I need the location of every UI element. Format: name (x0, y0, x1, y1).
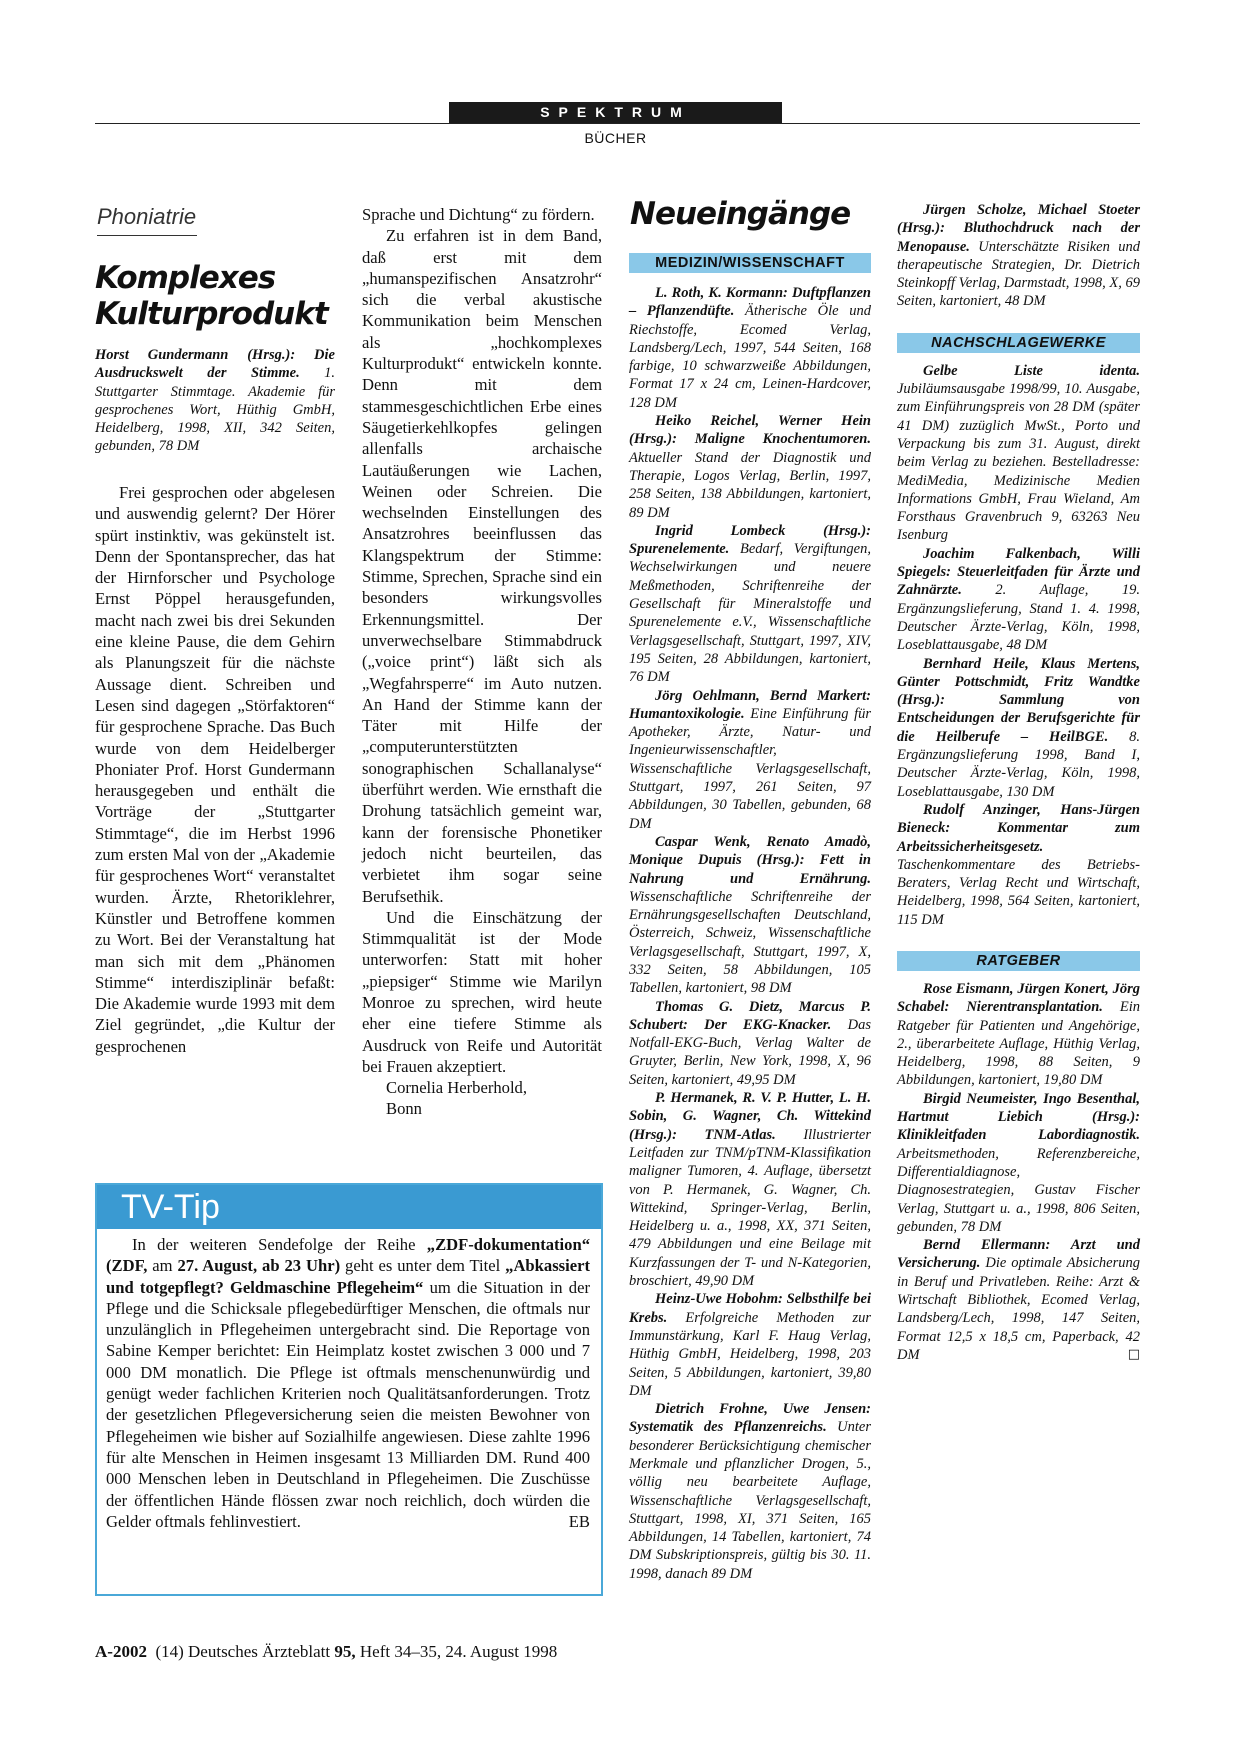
entry-details: Wissenschaftliche Schriftenreihe der Ernährungsgesellschaften Deutschland, Österreich, Schweiz, Wissenschaftliche Verlagsgesellschaft, Stuttgart, 1997, X, 332 Seiten, 58 Abbildungen, 105 Tabellen, kartoniert, 98 DM (629, 888, 871, 997)
tv-tip-title: TV-Tip (97, 1185, 601, 1229)
list-item (629, 1400, 871, 1583)
book-details: 1. Stuttgarter Stimmtage. Akademie für gesprochenes Wort, Hüthig GmbH, Heidelberg, 1998, XII, 342 Seiten, gebunden, 78 DM (95, 365, 335, 455)
book-author-title: Horst Gundermann (Hrsg.): Die Ausdruckswelt der Stimme. (95, 347, 335, 382)
entry-details: Die optimale Absicherung in Beruf und Privatleben. Reihe: Arzt & Wirtschaft Bibliothek, Ecomed Verlag, Landsberg/Lech, 1998, 147 Seiten, Format 12,5 x 18,5 cm, Paperback, 42 DM (897, 1255, 1140, 1363)
entry-details: Taschenkommentare des Betriebs-Beraters, Verlag Recht und Wirtschaft, Heidelberg, 1998, 564 Seiten, kartoniert, 115 DM (897, 856, 1140, 928)
article-column-1 (95, 482, 335, 1057)
article-paragraph: Frei gesprochen oder abgelesen und auswendig gelernt? Der Hörer spürt instinktiv, was gekünstelt ist. Denn der Spontansprecher, das hat der Hirnforscher und Psychologe Ernst Pöppel herausgefunden, macht nach zwei bis drei Sekunden eine kleine Pause, die dem Gehirn als Planungszeit für die nächste Aussage dient. Schreiben und Lesen sind dagegen „Störfaktoren“ für gesprochene Sprache. Das Buch wurde von dem Heidelberger Phoniater Prof. Horst Gundermann herausgegeben und enthält die Vorträge der „Stuttgarter Stimmtage“, die im Herbst 1996 zum ersten Mal von der „Akademie für gesprochenes Wort“ veranstaltet wurden. Ärzte, Rhetoriklehrer, Künstler und Betroffene kommen zu Wort. Bei der Veranstaltung hat man sich mit dem „Phänomen Stimme“ interdisziplinär befaßt: Die Akademie wurde 1993 mit dem Ziel gegründet, „die Kultur der gesprochenen (95, 483, 335, 1056)
article-paragraph: Sprache und Dichtung“ zu fördern. (362, 205, 595, 224)
article-paragraph: Zu erfahren ist in dem Band, daß erst mit dem „humanspezifischen Ansatzrohr“ sich die verbal akustische Kommunikation beim Menschen als „hochkomplexes Kulturprodukt“ entwickeln konnte. Denn mit dem stammesgeschichtlichen Erbe eines Säugetierkehlkopfes gelingen allenfalls archaische Lautäußerungen wie Lachen, Weinen oder Schreien. Die wechselnden Einstellungen des Ansatzrohres beeinflussen das Klangspektrum der Stimme: Stimme, Sprechen, Sprache sind ein besonders wirkungsvolles Erkennungsmittel. Der unverwechselbare Stimmabdruck („voice print“) läßt sich als „Wegfahrsperre“ im Auto nutzen. An Hand der Stimme kann der Täter mit Hilfe der „computerunterstützten sonographischen Schallanalyse“ überführt werden. Wie ernsthaft die Drohung tatsächlich gemeint war, kann der forensische Phonetiker jedoch nicht beurteilen, das verbietet ihm sogar seine Berufsethik. (362, 226, 602, 906)
header-rule (95, 123, 1140, 124)
entry-author-title: Heinz-Uwe Hobohm: Selbsthilfe bei Krebs. (629, 1291, 871, 1326)
entry-details: Eine Einführung für Apotheker, Ärzte, Natur- und Ingenieurwissenschaftler, Wissenschaftliche Verlagsgesellschaft, Stuttgart, 1997, 261 Seiten, 97 Abbildungen, 30 Tabellen, gebunden, 68 DM (629, 705, 871, 832)
entry-details: Unter besonderer Berücksichtigung chemischer Merkmale und pflanzlicher Drogen, 5., völlig neu bearbeitete Auflage, Wissenschaftliche Verlagsgesellschaft, Stuttgart, 1998, XI, 371 Seiten, 165 Abbildungen, 14 Tabellen, kartoniert, 74 DM Subskriptionspreis, gültig bis 30. 11. 1998, danach 89 DM (629, 1419, 871, 1582)
list-item (629, 1089, 871, 1290)
tv-tip-signature: EB (568, 1511, 590, 1531)
entry-author-title: Gelbe Liste identa. (923, 362, 1140, 379)
entry-author-title: Bernd Ellermann: Arzt und Versicherung. (897, 1237, 1140, 1272)
list-item (897, 980, 1140, 1090)
entry-details: Bedarf, Vergiftungen, Wechselwirkungen und neuere Meßmethoden, Schriftenreihe der Gesellschaft für Mineralstoffe und Spurenelemente e.V., Wissenschaftliche Verlagsgesellschaft, Stuttgart, 1997, XIV, 195 Seiten, 28 Abbildungen, kartoniert, 76 DM (629, 541, 871, 686)
section-header: SPEKTRUM (449, 102, 782, 123)
entry-author-title: Birgid Neumeister, Ingo Besenthal, Hartmut Liebich (Hrsg.): Klinikleitfaden Labordiagnostik. (897, 1090, 1140, 1144)
list-item (629, 687, 871, 833)
section-bar-nachschlagewerke: NACHSCHLAGEWERKE (897, 333, 1140, 353)
tv-tip-bold: „Abkassiert und totgepflegt? Geldmaschine Pflegeheim“ (106, 1256, 590, 1297)
entry-details: 8. Ergänzungslieferung 1998, Band I, Deutscher Ärzte-Verlag, Köln, 1998, Loseblattausgabe, 130 DM (897, 728, 1141, 800)
article-author-city: Bonn (386, 1099, 422, 1119)
new-arrivals-column-1 (629, 284, 871, 1583)
entry-author-title: Ingrid Lombeck (Hrsg.): Spurenelemente. (629, 522, 871, 558)
entry-author-title: Rudolf Anzinger, Hans-Jürgen Bieneck: Kommentar zum Arbeitssicherheitsgesetz. (897, 801, 1140, 855)
entry-details: 2. Auflage, 19. Ergänzungslieferung, Stand 1. 4. 1998, Deutscher Ärzte-Verlag, Köln, 1998, Loseblattausgabe, 48 DM (897, 582, 1140, 654)
end-mark-icon: □ (1127, 1346, 1140, 1362)
list-item (897, 545, 1140, 655)
article-headline: Komplexes Kulturprodukt (95, 260, 328, 332)
footer-text: (14) Deutsches Ärzteblatt (155, 1642, 335, 1661)
list-item (897, 655, 1140, 801)
entry-details: Erfolgreiche Methoden zur Immunstärkung, Karl F. Haug Verlag, Hüthig GmbH, Heidelberg, 1998, 203 Seiten, 5 Abbildungen, kartoniert, 39,80 DM (629, 1309, 871, 1399)
tv-tip-bold: 27. August, ab 23 Uhr) (177, 1256, 341, 1276)
footer-volume: 95, (334, 1642, 356, 1661)
article-paragraph: Und die Einschätzung der Stimmqualität ist der Mode unterworfen: Statt mit hoher „piepsiger“ Stimme wie Marilyn Monroe zu sprechen, wird heute eher eine tiefere Stimme als Ausdruck von Reife und Autorität bei Frauen akzeptiert. (362, 907, 602, 1076)
list-item (897, 1090, 1140, 1236)
entry-author-title: Dietrich Frohne, Uwe Jensen: Systematik des Pflanzenreichs. (629, 1401, 871, 1436)
entry-author-title: Rose Eismann, Jürgen Konert, Jörg Schabel: Nierentransplantation. (897, 980, 1140, 1016)
list-item (897, 1236, 1140, 1364)
list-item (629, 412, 871, 522)
entry-author-title: Thomas G. Dietz, Marcus P. Schubert: Der EKG-Knacker. (629, 998, 871, 1033)
entry-details: Ein Ratgeber für Patienten und Angehörige, 2., überarbeitete Auflage, Hüthig Verlag, Heidelberg, 1998, 88 Seiten, 9 Abbildungen, kartoniert, 19,80 DM (897, 999, 1141, 1089)
entry-author-title: Bernhard Heile, Klaus Mertens, Günter Pottschmidt, Fritz Wandtke (Hrsg.): Sammlung von Entscheidungen der Berufsgerichte für die Heilberufe – HeilBGE. (897, 655, 1140, 745)
entry-details: Illustrierter Leitfaden zur TNM/pTNM-Klassifikation maligner Tumoren, 4. Auflage, übersetzt von P. Hermanek, G. Wagner, Ch. Wittekind, Springer-Verlag, Berlin, Heidelberg u. a., 1998, XX, 371 Seiten, 479 Abbildungen und eine Beilage mit Kurzfassungen der T- und N-Kategorien, broschiert, 49,90 DM (629, 1126, 871, 1290)
list-item (897, 801, 1140, 929)
entry-author-title: Heiko Reichel, Werner Hein (Hrsg.): Maligne Knochentumoren. (629, 413, 871, 448)
entry-details: Unterschätzte Risiken und therapeutische Strategien, Dr. Dietrich Steinkopff Verlag, Darmstadt, 1998, X, 69 Seiten, kartoniert, 48 DM (897, 238, 1140, 310)
entry-details: Arbeitsmethoden, Referenzbereiche, Differentialdiagnose, Diagnosestrategien, Gustav Fischer Verlag, Stuttgart u. a., 1998, 806 Seiten, gebunden, 78 DM (897, 1145, 1140, 1235)
entry-author-title: L. Roth, K. Kormann: Duftpflanzen – Pflanzendüfte. (629, 285, 871, 320)
section-bar-medizin: MEDIZIN/WISSENSCHAFT (629, 253, 871, 273)
list-item (897, 362, 1140, 545)
footer-issue: Heft 34–35, 24. August 1998 (355, 1642, 558, 1661)
subsection-label: BÜCHER (584, 130, 647, 146)
entry-author-title: Jörg Oehlmann, Bernd Markert: Humantoxikologie. (629, 687, 871, 722)
tv-tip-text-part: am (147, 1256, 178, 1276)
entry-details: Das Notfall-EKG-Buch, Verlag Walter de Gruyter, Berlin, New York, 1998, X, 96 Seiten, kartoniert, 49,95 DM (629, 1016, 871, 1088)
tv-tip-text-part: In der weiteren Sendefolge der Reihe (132, 1235, 427, 1254)
page-number: A-2002 (95, 1642, 147, 1661)
tv-tip-text-part: geht es unter dem Titel (340, 1256, 506, 1276)
list-item (629, 998, 871, 1089)
entry-author-title: Caspar Wenk, Renato Amadò, Monique Dupuis (Hrsg.): Fett in Nahrung und Ernährung. (629, 833, 871, 887)
article-column-2 (362, 204, 602, 1120)
list-item (897, 201, 1140, 311)
tv-tip-text-part: um die Situation in der Pflege und die Schicksale pflegebedürftiger Menschen, die oftmals nur unzulänglich in Pflegeheimen untergebracht sind. Die Reportage von Sabine Kemper berichtet: Ein Heimplatz kostet zwischen 3 000 und 7 000 DM monatlich. Die Pflege ist oftmals menschenunwürdig und genügt weder fachlichen Kriterien noch Qualitätsanforderungen. Trotz der gesetzlichen Pflegeversicherung seien die meisten Bewohner von Pflegeheimen wie bisher auf Sozialhilfe angewiesen. Diese zahlte 1996 für alte Menschen in Heimen insgesamt 13 Milliarden DM. Rund 400 000 Menschen leben in Deutschland in Pflegeheimen. Die Zuschüsse der öffentlichen Hände flössen zwar noch reichlich, doch würden die Gelder oftmals fehlinvestiert. (106, 1277, 590, 1531)
entry-details: Ätherische Öle und Riechstoffe, Ecomed Verlag, Landsberg/Lech, 1997, 544 Seiten, 168 farbige, 10 schwarzweiße Abbildungen, Format 17 x 24 cm, Leinen-Hardcover, 128 DM (629, 303, 872, 411)
article-kicker: Phoniatrie (97, 204, 197, 229)
entry-author-title: Jürgen Scholze, Michael Stoeter (Hrsg.): Bluthochdruck nach der Menopause. (897, 202, 1140, 255)
entry-details: Jubiläumsausgabe 1998/99, 10. Ausgabe, zum Einführungspreis von 28 DM (später 41 DM) zuzüglich MwSt., Porto und Verpackung bis zum 31. August, direkt beim Verlag zu beziehen. Bestelladresse: MediMedia, Medizinische Medien Informations GmbH, Frau Wieland, Am Forsthaus Gravenbruch 9, 63263 Neu Isenburg (897, 381, 1140, 544)
entry-author-title: Joachim Falkenbach, Willi Spiegels: Steuerleitfaden für Ärzte und Zahnärzte. (897, 545, 1140, 599)
article-author: Cornelia Herberhold, (386, 1078, 527, 1098)
new-arrivals-title: Neueingänge (630, 196, 851, 232)
list-item (629, 1290, 871, 1400)
book-reference (95, 346, 335, 456)
tv-tip-text (106, 1234, 590, 1532)
section-bar-ratgeber: RATGEBER (897, 951, 1140, 971)
entry-author-title: P. Hermanek, R. V. P. Hutter, L. H. Sobin, G. Wagner, Ch. Wittekind (Hrsg.): TNM-Atlas. (629, 1090, 871, 1143)
kicker-rule (97, 235, 197, 236)
new-arrivals-column-2 (897, 201, 1140, 1364)
entry-details: Aktueller Stand der Diagnostik und Therapie, Logos Verlag, Berlin, 1997, 258 Seiten, 138 Abbildungen, kartoniert, 89 DM (629, 449, 871, 521)
list-item (629, 522, 871, 687)
list-item (629, 833, 871, 998)
tv-tip-bold: „ZDF-dokumentation“ (ZDF, (106, 1235, 590, 1276)
page-footer (95, 1642, 557, 1662)
list-item (629, 284, 871, 412)
